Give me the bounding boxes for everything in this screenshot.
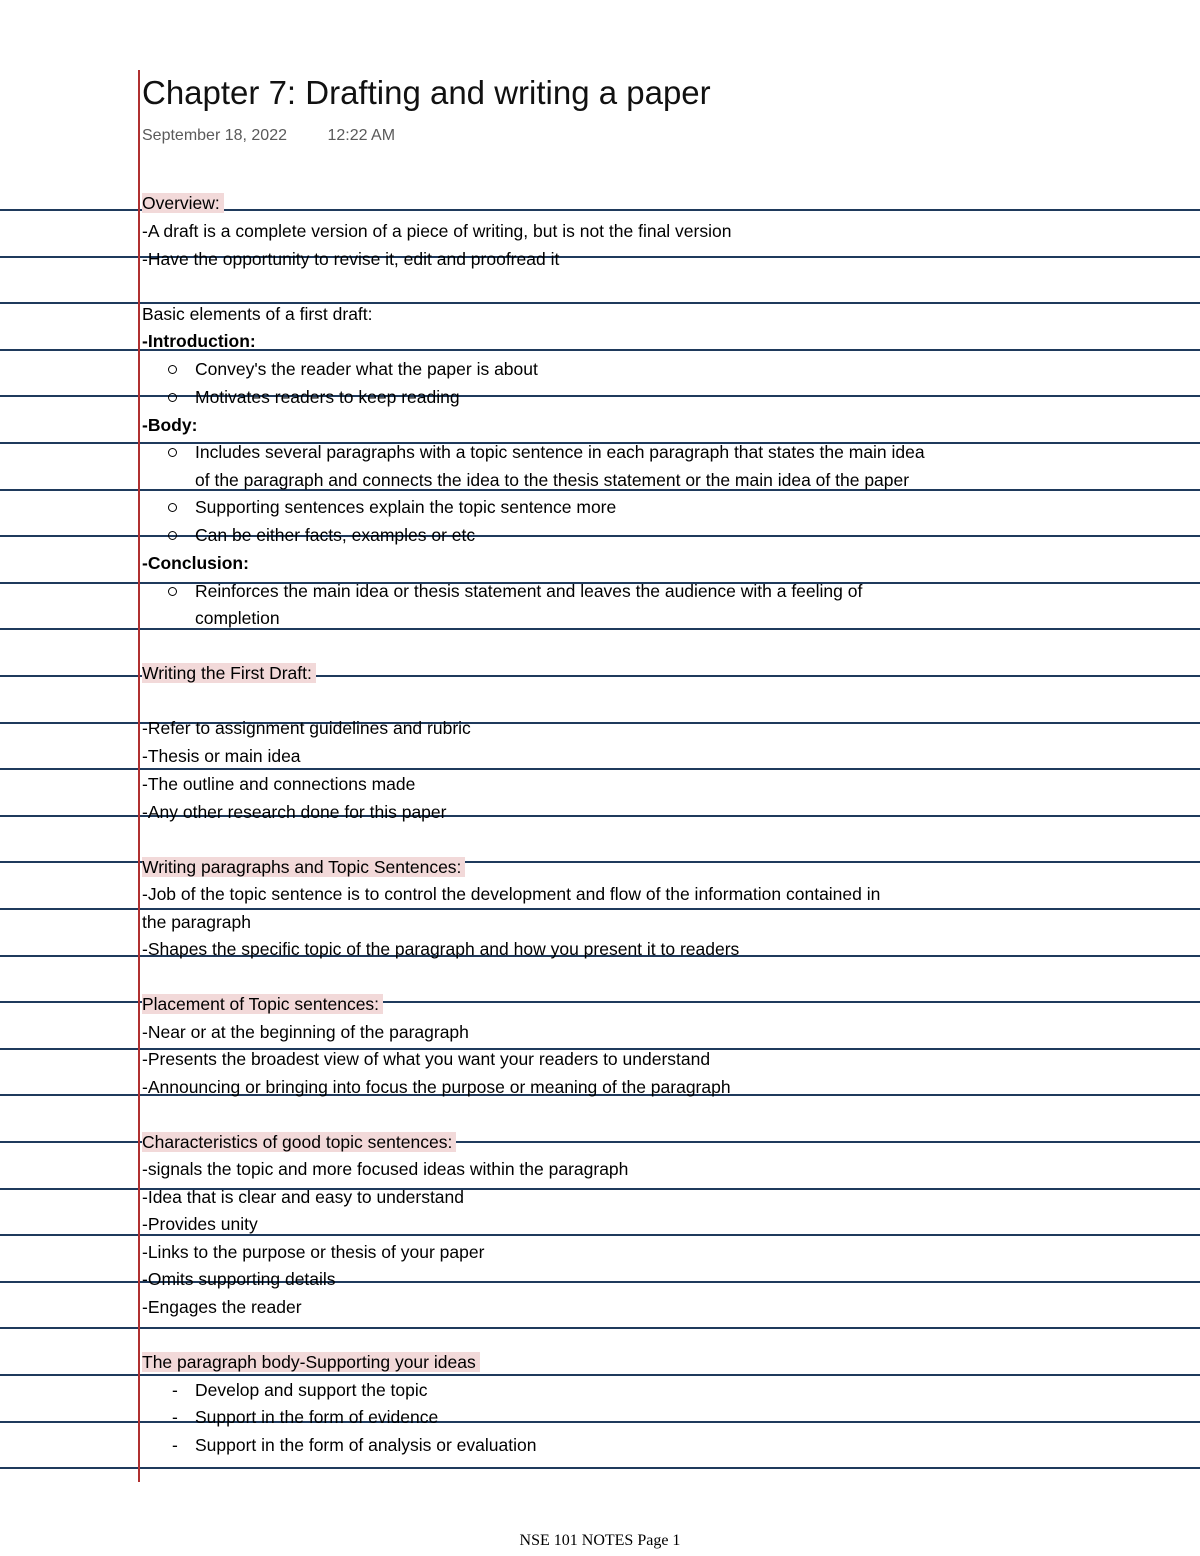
body-support-item: Develop and support the topic [195, 1380, 428, 1400]
list-item: Includes several paragraphs with a topic sentence in each paragraph that states the main idea [195, 442, 925, 462]
list-item-continued: completion [195, 608, 280, 628]
rule-line [0, 628, 1200, 630]
rule-line [0, 535, 1200, 537]
rule-line [0, 395, 1200, 397]
section-heading-first-draft: Writing the First Draft: [142, 662, 316, 684]
section-heading-characteristics: Characteristics of good topic sentences: [142, 1131, 456, 1153]
paragraphs-item: the paragraph [142, 912, 251, 932]
label-body: -Body: [142, 415, 198, 435]
page-time: 12:22 AM [327, 127, 396, 144]
rule-line [0, 1421, 1200, 1423]
page-footer: NSE 101 NOTES Page 1 [519, 1532, 681, 1549]
list-item: Can be either facts, examples or etc [195, 525, 476, 545]
bullet-circle-icon [168, 365, 177, 374]
list-item: Supporting sentences explain the topic sentence more [195, 497, 617, 517]
characteristics-item: -Idea that is clear and easy to understand [142, 1187, 465, 1207]
body-support-item: Support in the form of evidence [195, 1407, 439, 1427]
first-draft-item: -Any other research done for this paper [142, 802, 447, 822]
rule-line [0, 1467, 1200, 1469]
first-draft-item: -The outline and connections made [142, 774, 416, 794]
body-support-item: Support in the form of analysis or evaluation [195, 1435, 537, 1455]
list-item-continued: of the paragraph and connects the idea to the thesis statement or the main idea of the paper [195, 470, 910, 490]
characteristics-item: -Provides unity [142, 1214, 258, 1234]
page-title: Chapter 7: Drafting and writing a paper [142, 74, 711, 111]
characteristics-item: -Links to the purpose or thesis of your paper [142, 1242, 485, 1262]
paragraphs-item: -Shapes the specific topic of the paragraph and how you present it to readers [142, 939, 740, 959]
first-draft-item: -Thesis or main idea [142, 746, 301, 766]
list-item: Convey's the reader what the paper is about [195, 359, 538, 379]
bullet-circle-icon [168, 503, 177, 512]
rule-line [0, 1327, 1200, 1329]
section-heading-paragraph-body: The paragraph body-Supporting your ideas [142, 1351, 480, 1373]
placement-item: -Near or at the beginning of the paragraph [142, 1022, 469, 1042]
section-heading-overview: Overview: [142, 192, 224, 214]
characteristics-item: -Engages the reader [142, 1297, 302, 1317]
rule-line [0, 908, 1200, 910]
overview-item: -A draft is a complete version of a piece of writing, but is not the final version [142, 221, 732, 241]
bullet-circle-icon [168, 393, 177, 402]
section-heading-elements: Basic elements of a first draft: [142, 304, 373, 324]
section-heading-placement: Placement of Topic sentences: [142, 993, 383, 1015]
rule-line [0, 768, 1200, 770]
page-meta [142, 127, 395, 145]
placement-item: -Presents the broadest view of what you want your readers to understand [142, 1049, 711, 1069]
dash-bullet: - [172, 1380, 178, 1400]
first-draft-item: -Refer to assignment guidelines and rubric [142, 718, 471, 738]
characteristics-item: -Omits supporting details [142, 1269, 336, 1289]
label-introduction: -Introduction: [142, 331, 256, 351]
characteristics-item: -signals the topic and more focused ideas within the paragraph [142, 1159, 629, 1179]
dash-bullet: - [172, 1407, 178, 1427]
page-date: September 18, 2022 [142, 127, 287, 144]
bullet-circle-icon [168, 587, 177, 596]
bullet-circle-icon [168, 531, 177, 540]
label-conclusion: -Conclusion: [142, 553, 249, 573]
section-heading-paragraphs: Writing paragraphs and Topic Sentences: [142, 856, 465, 878]
bullet-circle-icon [168, 448, 177, 457]
paragraphs-item: -Job of the topic sentence is to control the development and flow of the information contained in [142, 884, 881, 904]
placement-item: -Announcing or bringing into focus the purpose or meaning of the paragraph [142, 1077, 731, 1097]
dash-bullet: - [172, 1435, 178, 1455]
rule-line [0, 1374, 1200, 1376]
margin-line [138, 70, 140, 1482]
list-item: Motivates readers to keep reading [195, 387, 460, 407]
list-item: Reinforces the main idea or thesis statement and leaves the audience with a feeling of [195, 581, 863, 601]
overview-item: -Have the opportunity to revise it, edit and proofread it [142, 249, 560, 269]
